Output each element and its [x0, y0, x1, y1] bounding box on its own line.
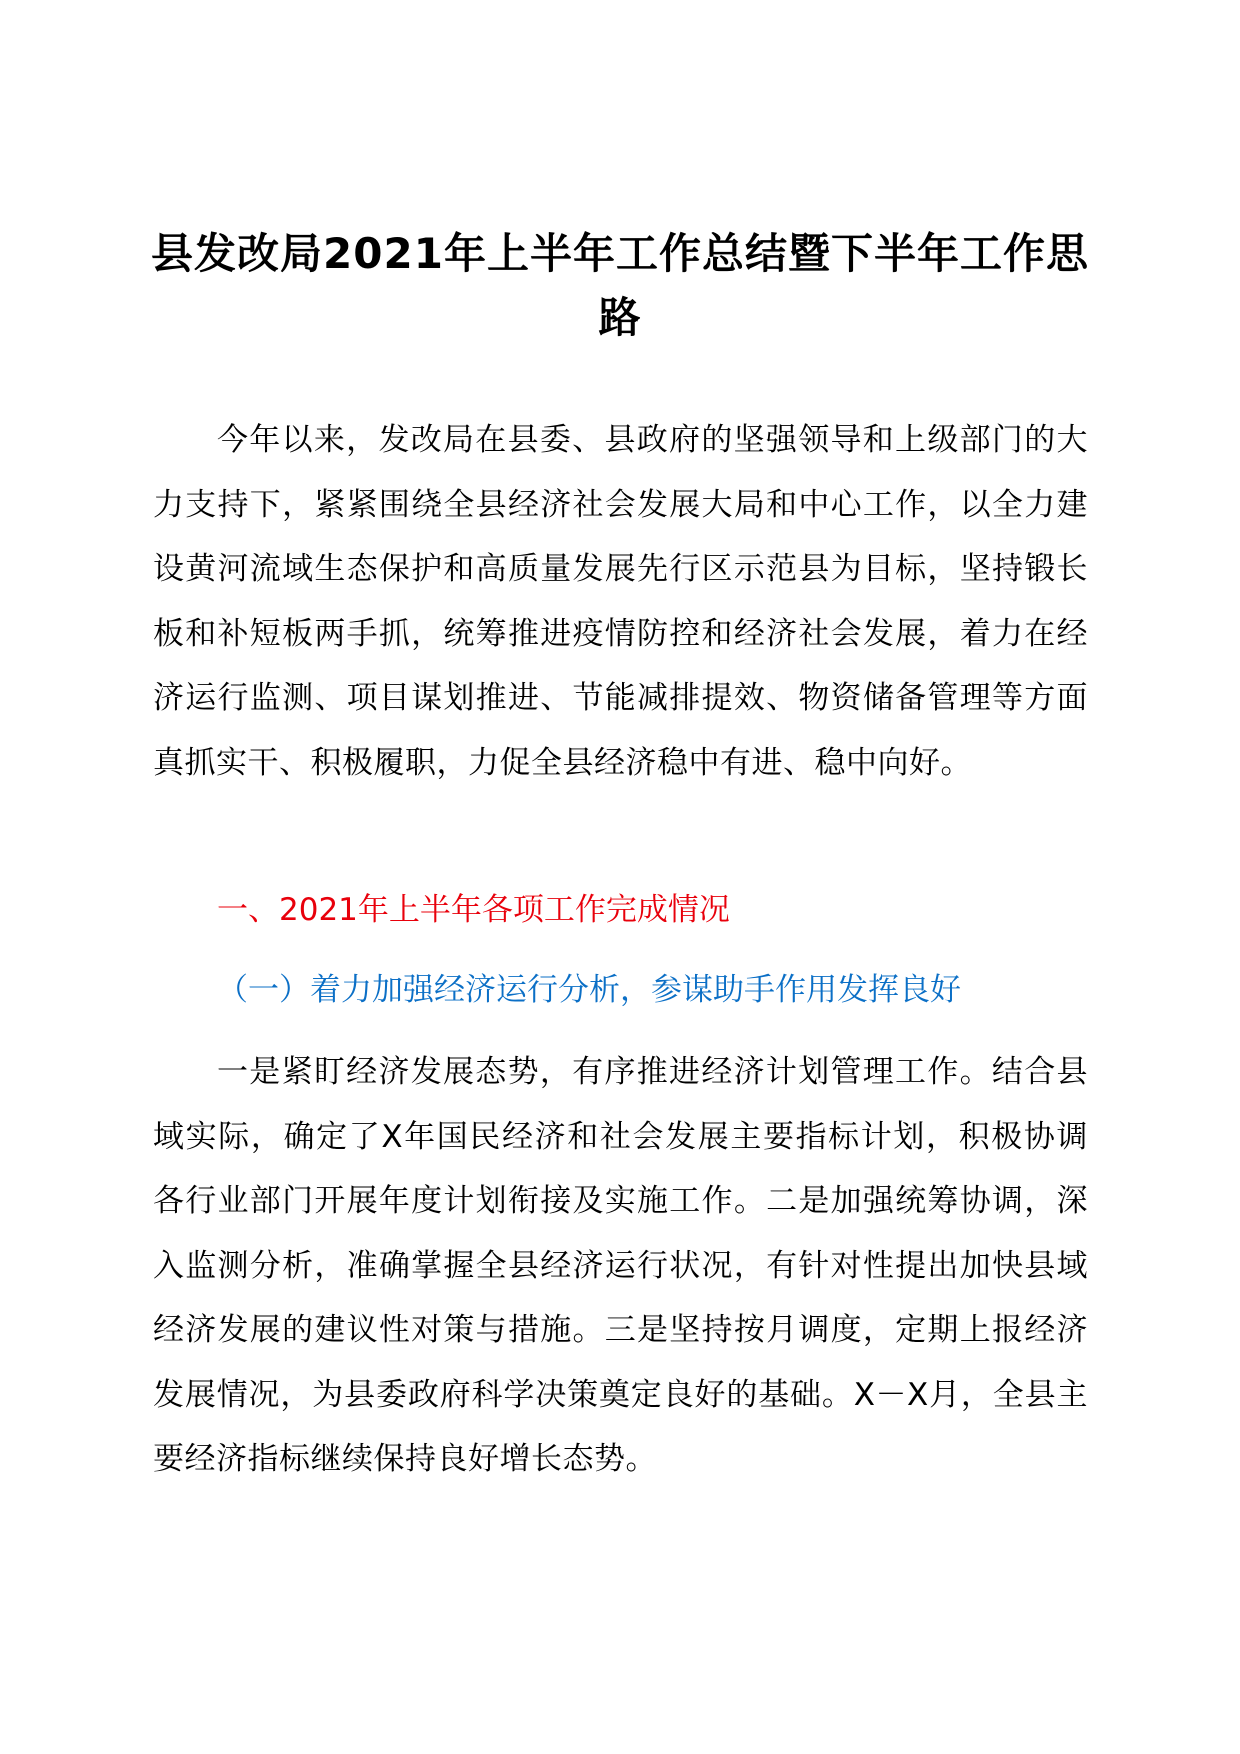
subsection-paragraph: 一是紧盯经济发展态势，有序推进经济计划管理工作。结合县域实际，确定了X年国民经济和社会发展主要指标计划，积极协调各行业部门开展年度计划衔接及实施工作。二是加强统筹协调，深入监测分析，准确掌握全县经济运行状况，有针对性提出加快县域经济发展的建议性对策与措施。三是坚持按月调度，定期上报经济发展情况，为县委政府科学决策奠定良好的基础。X－X月，全县主要经济指标继续保持良好增长态势。 [153, 1054, 1088, 1477]
subsection-heading: （一）着力加强经济运行分析，参谋助手作用发挥良好 [217, 972, 961, 1008]
intro-paragraph: 今年以来，发改局在县委、县政府的坚强领导和上级部门的大力支持下，紧紧围绕全县经济社会发展大局和中心工作，以全力建设黄河流域生态保护和高质量发展先行区示范县为目标，坚持锻长板和补短板两手抓，统筹推进疫情防控和经济社会发展，着力在经济运行监测、项目谋划推进、节能减排提效、物资储备管理等方面真抓实干、积极履职，力促全县经济稳中有进、稳中向好。 [153, 422, 1088, 781]
document-title: 县发改局2021年上半年工作总结暨下半年工作思路 [151, 229, 1089, 342]
section-heading: 一、2021年上半年各项工作完成情况 [217, 892, 730, 928]
